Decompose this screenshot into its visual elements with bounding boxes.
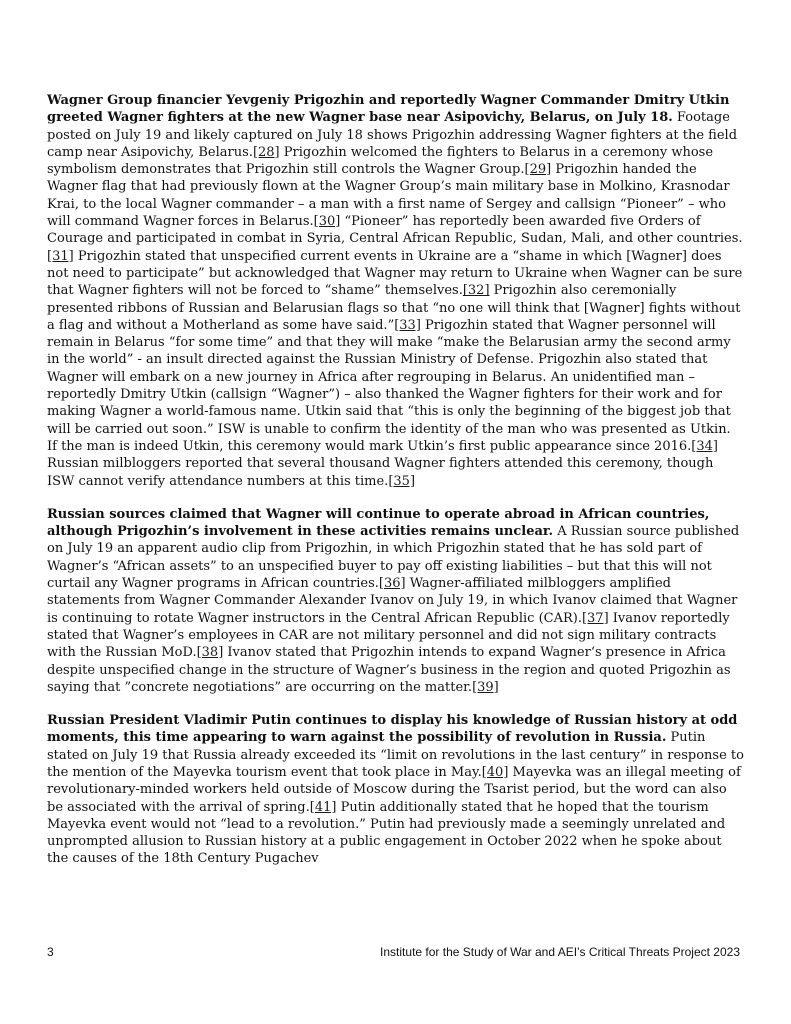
paragraph	[47, 712, 744, 868]
paragraph-text: Ivanov stated that Prigozhin intends to expand Wagner‘s presence in Africa despite unspecified change in the structure of Wagner’s business in the region and quoted Prigozhin as saying that ”concrete negotiations” are occurring on the matter.	[47, 645, 731, 695]
footnote-link[interactable]: [41]	[309, 799, 337, 815]
paragraph-text: Prigozhin stated that unspecified current events in Ukraine are a “shame in which [Wagner] does not need to participate” but acknowledged that Wagner may return to Ukraine when Wagner can be sure that Wagner fighters will not be forced to “shame” themselves.	[47, 248, 743, 299]
paragraph-text: “Pioneer” has reportedly been awarded five Orders of Courage and participated in combat in Syria, Central African Republic, Sudan, Mali, and other countries.	[47, 214, 743, 247]
paragraph-text: Prigozhin welcomed the fighters to Belarus in a ceremony whose symbolism demonstrates that Prigozhin still controls the Wagner Group.	[47, 144, 714, 178]
paragraph-text: Putin additionally stated that he hoped that the tourism Mayevka event would not “lead to a revolution.” Putin had previously made a seemingly unrelated and unprompted allusion to Russian history at a public engagement in October 2022 when he spoke about the causes of the 18th Century Pugachev	[47, 799, 726, 867]
page-number: 3	[47, 945, 54, 959]
footnote-link[interactable]: [32]	[462, 283, 490, 299]
article-body	[47, 92, 744, 884]
paragraph-text: Prigozhin also ceremonially presented ribbons of Russian and Belarusian flags so that “no one will think that [Wagner] fights without a flag and without a Motherland as some have said.”	[47, 283, 741, 333]
paragraph-text: A Russian source published on July 19 an apparent audio clip from Prigozhin, in which Prigozhin stated that he has sold part of Wagner’s “African assets” to an unspecified buyer to pay off existing liabilities – but that this will not curtail any Wagner programs in African countries.	[47, 524, 740, 592]
paragraph-text: Russian milbloggers reported that several thousand Wagner fighters attended this ceremony, though ISW cannot verify attendance numbers at this time.	[47, 456, 714, 489]
footnote-link[interactable]: [33]	[394, 317, 421, 333]
footnote-link[interactable]: [30]	[313, 214, 341, 230]
footnote-link[interactable]: [35]	[388, 473, 416, 489]
footnote-link[interactable]: [31]	[47, 248, 74, 264]
footnote-link[interactable]: [40]	[481, 764, 509, 780]
footnote-link[interactable]: [29]	[524, 162, 552, 178]
footer-institution: Institute for the Study of War and AEI’s Critical Threats Project 2023	[380, 945, 740, 959]
footnote-link[interactable]: [37]	[581, 610, 609, 626]
paragraph-lead: Wagner Group financier Yevgeniy Prigozhin and reportedly Wagner Commander Dmitry Utkin greeted Wagner fighters at the new Wagner base near Asipovichy, Belarus, on July 18.	[47, 93, 730, 126]
paragraph-text: Prigozhin handed the Wagner flag that had previously flown at the Wagner Group’s main military base in Molkino, Krasnodar Krai, to the local Wagner commander – a man with a first name of Sergey and callsign “Pioneer” – who will command Wagner forces in Belarus.	[47, 162, 730, 230]
footnote-link[interactable]: [39]	[472, 679, 499, 695]
paragraph-text: Wagner-affiliated milbloggers amplified statements from Wagner Commander Alexander Ivanov on July 19, in which Ivanov claimed that Wagner is continuing to rotate Wagner instructors in the Central African Republic (CAR).	[47, 576, 738, 626]
paragraph	[47, 506, 744, 696]
paragraph-lead: Russian President Vladimir Putin continues to display his knowledge of Russian history at odd moments, this time appearing to warn against the possibility of revolution in Russia.	[47, 713, 738, 746]
paragraph-text: Mayevka was an illegal meeting of revolutionary-minded workers held outside of Moscow during the Tsarist period, but the word can also be associated with the arrival of spring.	[47, 764, 741, 815]
paragraph-text: Footage posted on July 19 and likely captured on July 18 shows Prigozhin addressing Wagner fighters at the field camp near Asipovichy, Belarus.	[47, 110, 738, 160]
footnote-link[interactable]: [36]	[378, 576, 406, 592]
paragraph-text: Prigozhin stated that Wagner personnel will remain in Belarus “for some time” and that they will make “make the Belarusian army the second army in the world” - an insult directed against the Russian Ministry of Defense. Prigozhin also stated that Wagner will embark on a new journey in Africa after regrouping in Belarus. An unidentified man – reportedly Dmitry Utkin (callsign “Wagner”) – also thanked the Wagner fighters for their work and for making Wagner a world-famous name. Utkin said that “this is only the beginning of the biggest job that will be carried out soon.” ISW is unable to confirm the identity of the man who was presented as Utkin. If the man is indeed Utkin, this ceremony would mark Utkin’s first public appearance since 2016.	[47, 317, 731, 454]
paragraph	[47, 92, 744, 490]
footnote-link[interactable]: [34]	[691, 438, 718, 454]
paragraph-text: Ivanov reportedly stated that Wagner’s employees in CAR are not military personnel and did not sign military contracts with the Russian MoD.	[47, 610, 730, 661]
footnote-link[interactable]: [28]	[252, 144, 280, 160]
footnote-link[interactable]: [38]	[196, 645, 224, 661]
paragraph-lead: Russian sources claimed that Wagner will continue to operate abroad in African countries, although Prigozhin’s involvement in these activities remains unclear.	[47, 506, 710, 540]
paragraph-text: Putin stated on July 19 that Russia already exceeded its “limit on revolutions in the last century” in response to the mention of the Mayevka tourism event that took place in May.	[47, 730, 744, 780]
